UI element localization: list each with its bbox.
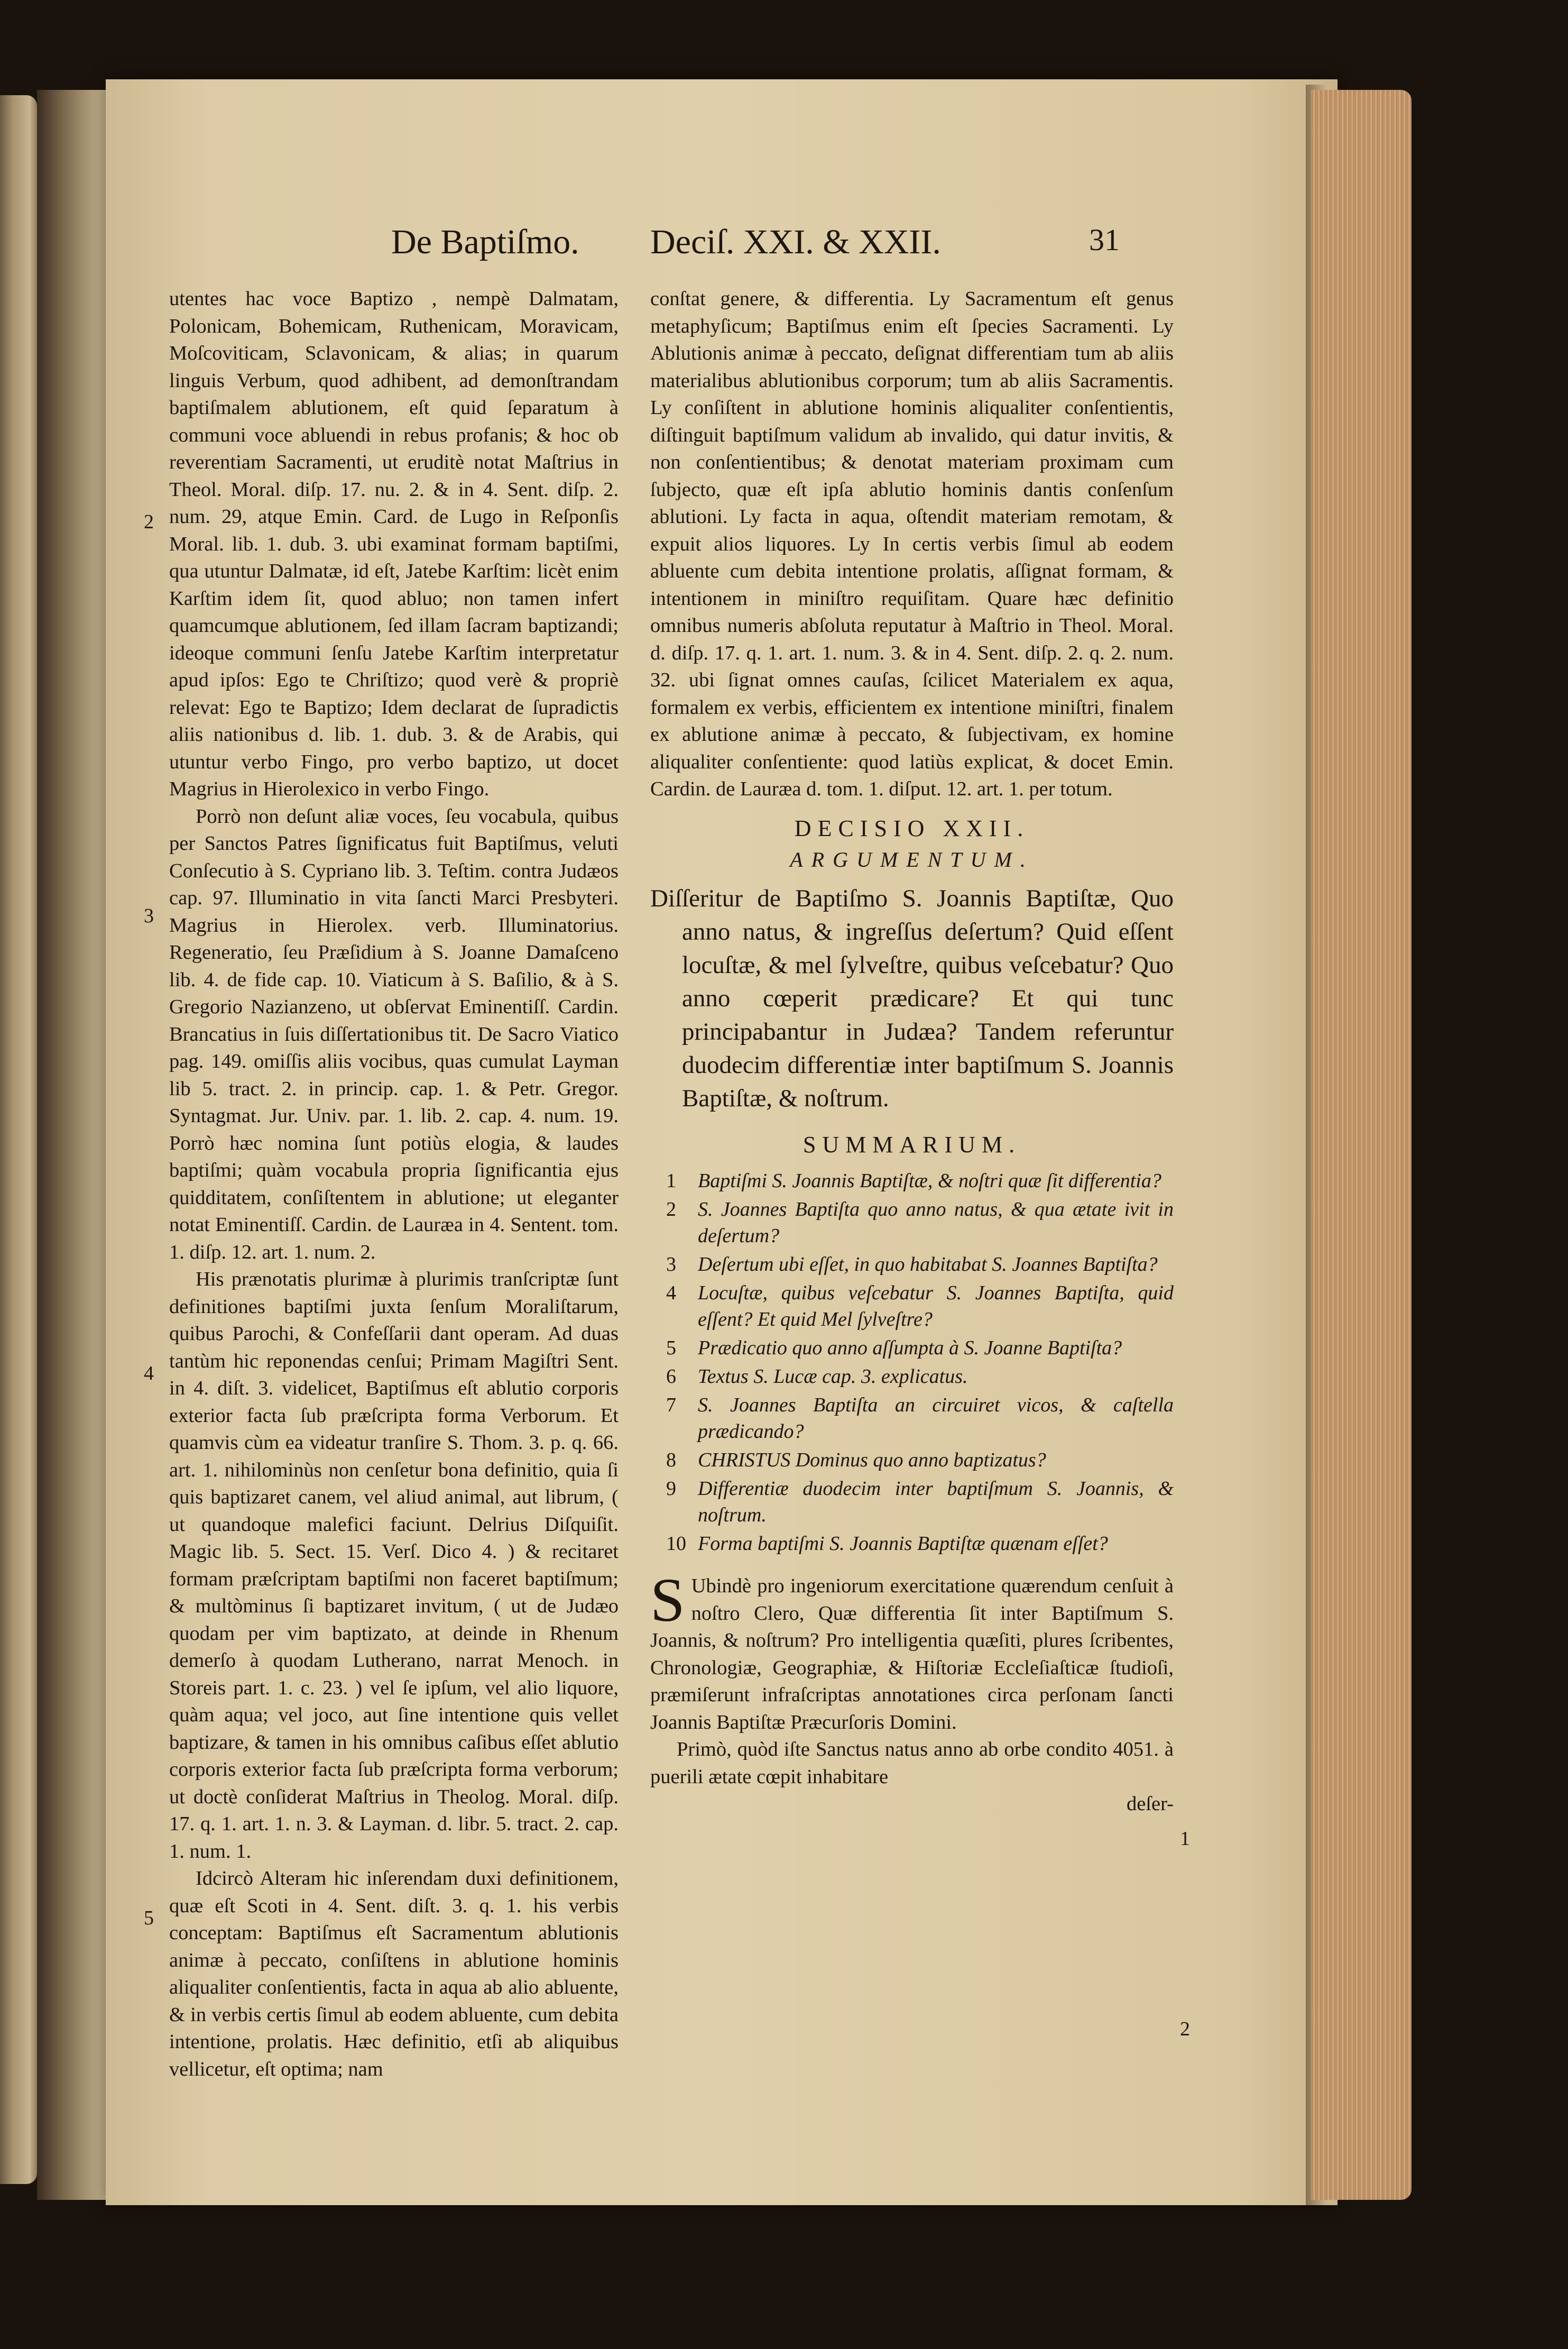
running-title: De Baptiſmo. — [391, 223, 579, 261]
summarium-heading: SUMMARIUM. — [803, 1131, 1021, 1158]
text-block-edges — [1311, 90, 1412, 2200]
list-item: 9 Differentiæ duodecim inter baptiſmum S. Joannis, & noſtrum. — [666, 1478, 1174, 1526]
list-item: 8 CHRISTUS Dominus quo anno baptizatus? — [666, 1449, 1046, 1471]
paragraph: conſtat genere, & differentia. Ly Sacramentum eſt genus metaphyſicum; Baptiſmus enim eſt ſpecies Sacramenti. Ly Ablutionis animæ à peccato, deſignat differentiam tum ab aliis materialibus ablutionibus corporum; tum ab aliis Sacramentis. Ly conſiſtent in ablutione hominis aliqualiter conſentientis, diſtinguit baptiſmum validum ab invalido, qui datur invitis, & non conſentientibus; & denotat materiam proximam cum ſubjecto, quæ eſt ipſa ablutio hominis dantis conſenſum ablutioni. Ly facta in aqua, oſtendit materiam remotam, & expuit alios liquores. Ly In certis verbis ſimul ab eodem abluente cum debita intentione prolatis, aſſignat formam, & intentionem in miniſtro requiſitam. Quare hæc definitio omnibus numeris abſoluta reputatur à Maſtrio in Theol. Moral. d. diſp. 17. q. 1. art. 1. num. 3. & in 4. Sent. diſp. 2. q. 2. num. 32. ubi ſignat omnes cauſas, ſcilicet Materialem ex aqua, formalem ex verbis, efficientem ex intentione miniſtri, finalem ex ablutione animæ à peccato, & ſubjectivam, ex homine aliqualiter conſentiente: quod latiùs explicat, & docet Emin. Cardin. de Lauræa d. tom. 1. diſput. 12. art. 1. per totum. — [650, 288, 1174, 800]
left-column — [169, 286, 619, 2083]
argumentum-text: Diſſeritur de Baptiſmo S. Joannis Baptiſtæ, Quo anno natus, & ingreſſus deſertum? Quid eſſent locuſtæ, & mel ſylveſtre, quibus veſcebatur? Quo anno cœperit prædicare? Et qui tunc principabantur in Judæa? Tandem referuntur duodecim differentiæ inter baptiſmum S. Joannis Baptiſtæ, & noſtrum. — [650, 884, 1174, 1112]
list-item: 2 S. Joannes Baptiſta quo anno natus, & qua ætate ivit in deſertum? — [666, 1198, 1174, 1247]
opening-paragraph: S Ubindè pro ingeniorum exercitatione quærendum cenſuit à noſtro Clero, Quæ differentia ſit inter Baptiſmum S. Joannis, & noſtrum? Pro intelligentia quæſiti, plures ſcribentes, Chronologiæ, Geographiæ, & Hiſtoriæ Eccleſiaſticæ ſtudioſi, præmiſerunt infraſcriptas annotationes circa perſonam ſancti Joannis Baptiſtæ Præcurſoris Domini. — [650, 1565, 1174, 1733]
book-gutter — [37, 90, 106, 2200]
summarium-list — [650, 1168, 1174, 1557]
margin-note: 2 — [144, 511, 154, 533]
drop-cap: S — [650, 1565, 685, 1635]
paragraph: His prænotatis plurimæ à plurimis tranſcriptæ ſunt definitiones baptiſmi juxta ſenſum Moraliſtarum, quibus Parochi, & Confeſſarii dant operam. Ad duas tantùm hic reponendas cenſui; Primam Magiſtri Sent. in 4. diſt. 3. videlicet, Baptiſmus eſt ablutio corporis exterior facta ſub præſcripta forma Verborum. Et quamvis cùm ea videatur tranſire S. Thom. 3. p. q. 66. art. 1. nihilominùs non cenſetur bona definitio, quia ſi quis baptizaret canem, vel aliud animal, aut librum, ( ut quandoque malefici faciunt. Delrius Diſquiſit. Magic lib. 5. Sect. 15. Verſ. Dico 4. ) & recitaret formam præſcriptam baptiſmi non faceret baptiſmum; & multòminus ſi baptizaret invitum, ( ut de Judæo quodam per vim baptizato, at deinde in Rhenum demerſo à quodam Lutherano, narrat Menoch. in Storeis part. 1. c. 23. ) vel ſe ipſum, vel alio liquore, quàm aqua; vel joco, aut ſine intentione quis vellet baptizare, & tamen in his omnibus caſibus eſſet ablutio corporis exterior facta ſub præſcripta forma verborum; ut doctè conſiderat Maſtrius in Theolog. Moral. diſp. 17. q. 1. art. 1. n. 3. & Layman. d. libr. 5. tract. 2. cap. 1. num. 1. — [169, 1268, 619, 1862]
argumentum-heading: ARGUMENTUM. — [790, 848, 1034, 871]
list-item: 1 Baptiſmi S. Joannis Baptiſtæ, & noſtri quæ ſit differentia? — [666, 1170, 1161, 1192]
margin-note: 5 — [144, 1907, 154, 1929]
running-header — [381, 222, 1174, 280]
section-label: Deciſ. XXI. & XXII. — [650, 223, 941, 261]
page-number: 31 — [1089, 223, 1120, 257]
list-item: 5 Prædicatio quo anno aſſumpta à S. Joanne Baptiſta? — [666, 1337, 1122, 1359]
margin-note: 2 — [1180, 2018, 1190, 2040]
paragraph: Idcircò Alteram hic inſerendam duxi definitionem, quæ eſt Scoti in 4. Sent. diſt. 3. q. 1. his verbis conceptam: Baptiſmus eſt Sacramentum ablutionis animæ à peccato, conſiſtens in ablutione hominis aliqualiter conſentientis, facta in aqua ab alio abluente, & in verbis certis ſimul ab eodem abluente, cum debita intentione, prolatis. Hæc definitio, etſi ab aliquibus vellicetur, eſt optima; nam — [169, 1867, 619, 2080]
right-column — [650, 286, 1174, 1818]
list-item: 4 Locuſtæ, quibus veſcebatur S. Joannes Baptiſta, quid eſſent? Et quid Mel ſylveſtre? — [666, 1282, 1174, 1331]
margin-note: 4 — [144, 1362, 154, 1384]
catchword: deſer- — [1127, 1793, 1174, 1815]
left-page-edge — [0, 95, 37, 2184]
paragraph: utentes hac voce Baptizo , nempè Dalmatam, Polonicam, Bohemicam, Ruthenicam, Moravicam, Moſcoviticam, Sclavonicam, & alias; in quarum linguis Verbum, quod adhibent, ad demonſtrandam baptiſmalem ablutionem, eſt quid ſeparatum à communi voce abluendi in rebus profanis; & hoc ob reverentiam Sacramenti, ut eruditè notat Maſtrius in Theol. Moral. diſp. 17. nu. 2. & in 4. Sent. diſp. 2. num. 29, atque Emin. Card. de Lugo in Reſponſis Moral. lib. 1. dub. 3. ubi examinat formam baptiſmi, qua utuntur Dalmatæ, id eſt, Jatebe Karſtim: licèt enim Karſtim idem ſit, quod abluo; non tamen infert quamcumque ablutionem, ſed illam ſacram baptizandi; ideoque communi ſenſu Jatebe Karſtim interpretatur apud ipſos: Ego te Chriſtizo; quod verè & propriè relevat: Ego te Baptizo; Idem declarat de ſupradictis aliis nationibus d. lib. 1. dub. 3. & de Arabis, qui utuntur verbo Fingo, pro verbo baptizo, ut docet Magrius in Hierolexico in verbo Fingo. — [169, 288, 619, 800]
list-item: 3 Deſertum ubi eſſet, in quo habitabat S. Joannes Baptiſta? — [666, 1253, 1158, 1276]
margin-note: 3 — [144, 905, 154, 927]
list-item: 6 Textus S. Lucæ cap. 3. explicatus. — [666, 1365, 968, 1388]
paragraph: Porrò non deſunt aliæ voces, ſeu vocabula, quibus per Sanctos Patres ſignificatus fuit Baptiſmus, veluti Conſecutio à S. Cypriano lib. 3. Teſtim. contra Judæos cap. 97. Illuminatio in vita ſancti Marci Presbyteri. Magrius in Hierolex. verb. Illuminatorius. Regeneratio, ſeu Præſidium à S. Joanne Damaſceno lib. 4. de fide cap. 10. Viaticum à S. Baſilio, & à S. Gregorio Nazianzeno, ut obſervat Eminentiſſ. Cardin. Brancatius in ſuis diſſertationibus tit. De Sacro Viatico pag. 149. omiſſis aliis vocibus, quas cumulat Layman lib 5. tract. 2. in princip. cap. 1. & Petr. Gregor. Syntagmat. Jur. Univ. par. 1. lib. 2. cap. 4. num. 19. Porrò hæc nomina ſunt potiùs elogia, & laudes baptiſmi; quàm vocabula propria ſignificantia ejus quidditatem, conſiſtentem in ablutione; ut eleganter notat Eminentiſſ. Cardin. de Lauræa in 4. Sentent. tom. 1. diſp. 12. art. 1. num. 2. — [169, 805, 619, 1263]
paragraph: Primò, quòd iſte Sanctus natus anno ab orbe condito 4051. à puerili ætate cœpit inhabitare — [650, 1738, 1174, 1788]
list-item: 7 S. Joannes Baptiſta an circuiret vicos, & caſtella prædicando? — [666, 1394, 1174, 1443]
margin-note: 1 — [1180, 1828, 1190, 1850]
list-item: 10 Forma baptiſmi S. Joannis Baptiſtæ quænam eſſet? — [666, 1533, 1108, 1555]
decisio-heading: DECISIO XXII. — [794, 815, 1030, 841]
